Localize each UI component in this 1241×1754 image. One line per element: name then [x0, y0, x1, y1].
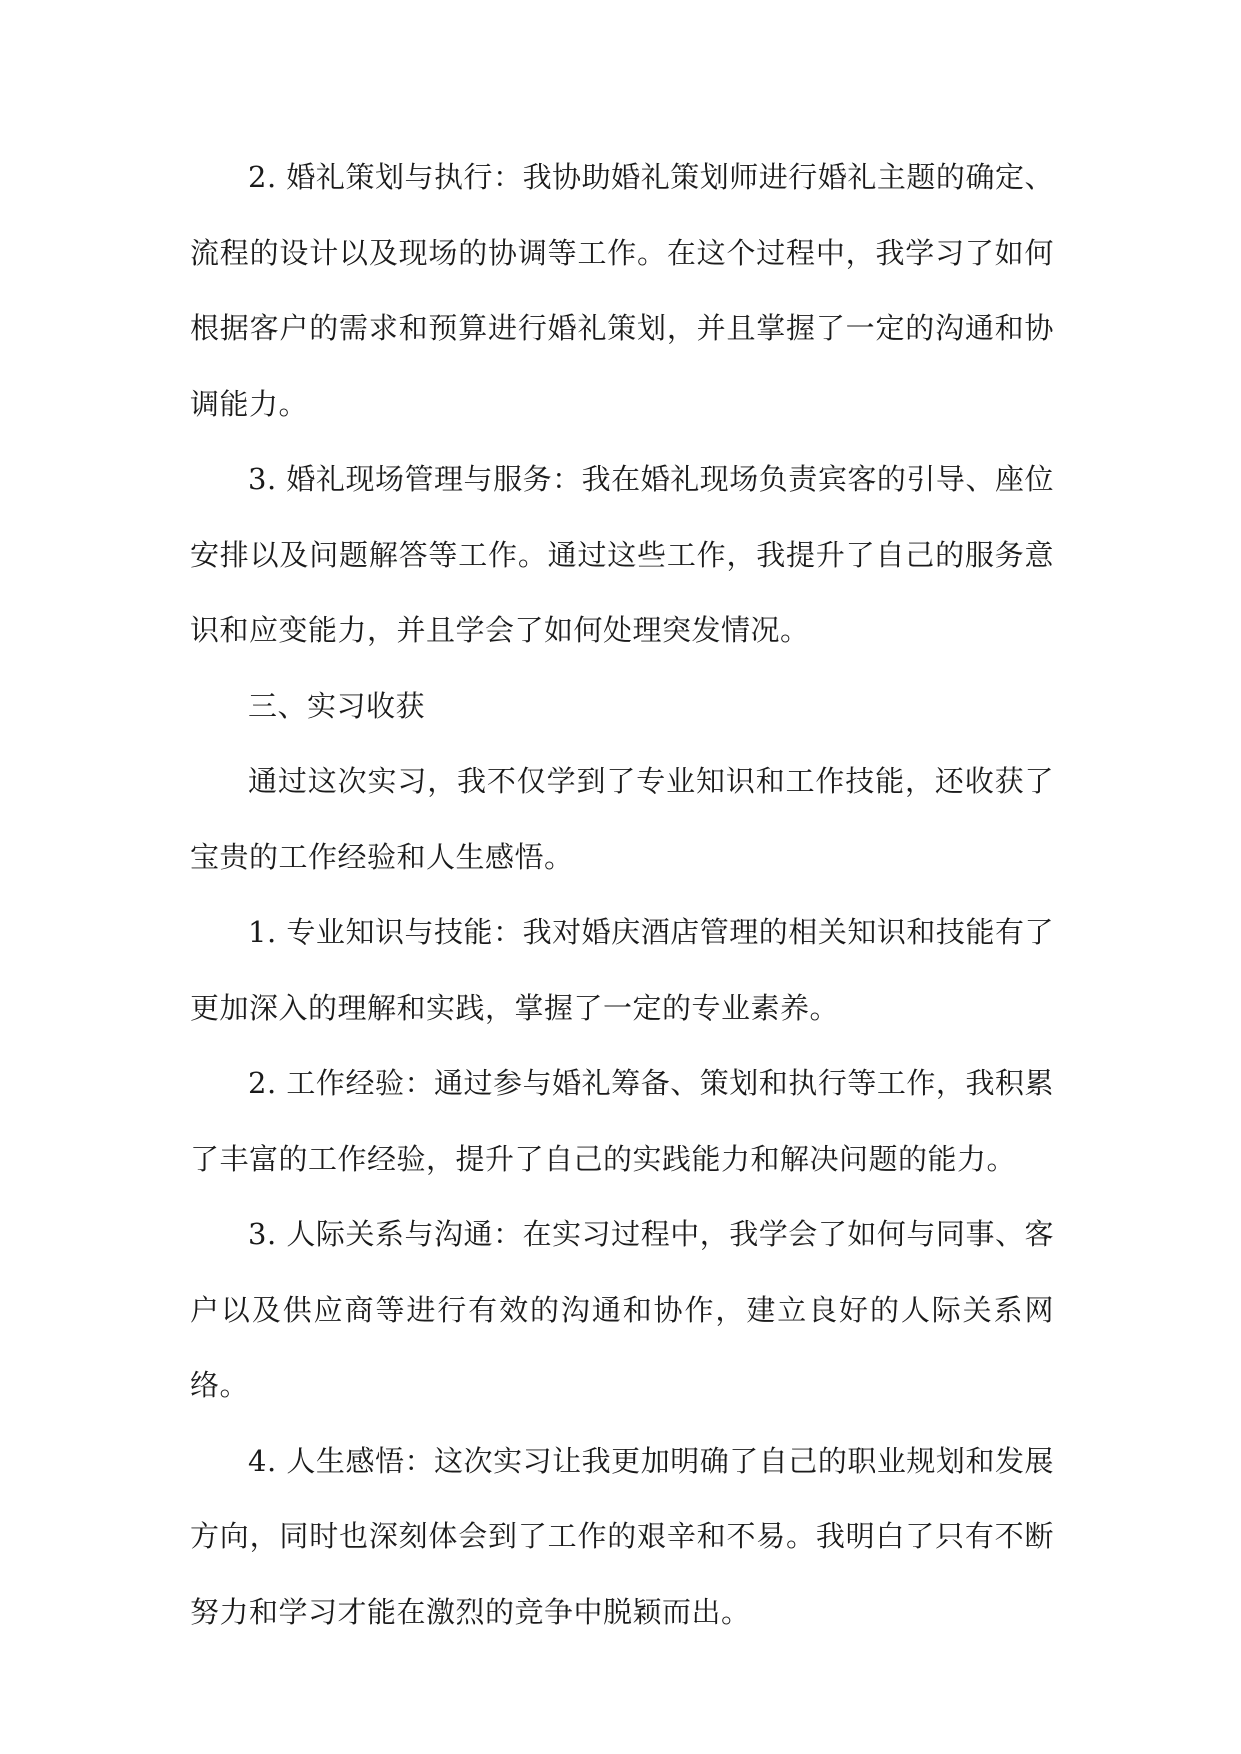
paragraph-professional-skills: 1. 专业知识与技能：我对婚庆酒店管理的相关知识和技能有了更加深入的理解和实践，掌握了一定的专业素养。 [190, 915, 1054, 1025]
document-body [190, 140, 1054, 1650]
paragraph-gains-intro: 通过这次实习，我不仅学到了专业知识和工作技能，还收获了宝贵的工作经验和人生感悟。 [190, 764, 1054, 874]
paragraph-onsite-management: 3. 婚礼现场管理与服务：我在婚礼现场负责宾客的引导、座位安排以及问题解答等工作。通过这些工作，我提升了自己的服务意识和应变能力，并且学会了如何处理突发情况。 [190, 462, 1054, 647]
paragraph-life-insights: 4. 人生感悟：这次实习让我更加明确了自己的职业规划和发展方向，同时也深刻体会到了工作的艰辛和不易。我明白了只有不断努力和学习才能在激烈的竞争中脱颖而出。 [190, 1443, 1054, 1629]
paragraph-work-experience: 2. 工作经验：通过参与婚礼筹备、策划和执行等工作，我积累了丰富的工作经验，提升了自己的实践能力和解决问题的能力。 [190, 1066, 1054, 1176]
paragraph-wedding-planning: 2. 婚礼策划与执行：我协助婚礼策划师进行婚礼主题的确定、流程的设计以及现场的协调等工作。在这个过程中，我学习了如何根据客户的需求和预算进行婚礼策划，并且掌握了一定的沟通和协调能力。 [190, 160, 1054, 421]
paragraph-interpersonal-communication: 3. 人际关系与沟通：在实习过程中，我学会了如何与同事、客户以及供应商等进行有效的沟通和协作，建立良好的人际关系网络。 [190, 1217, 1054, 1402]
section-heading-internship-gains: 三、实习收获 [248, 688, 426, 723]
